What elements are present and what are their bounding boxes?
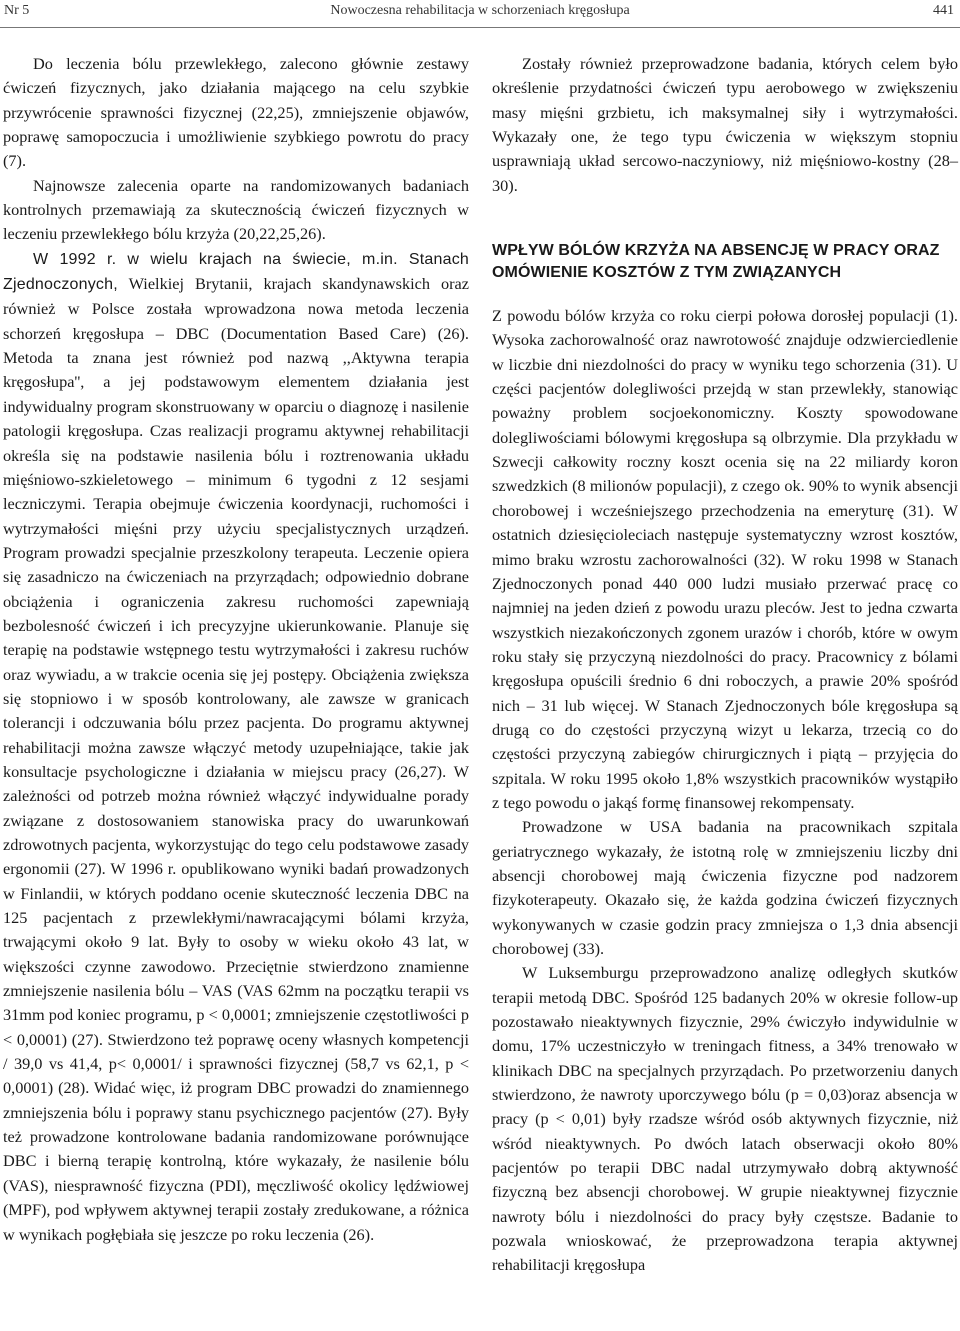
- page-header: [0, 0, 960, 26]
- header-rule: [0, 27, 960, 28]
- paragraph: Do leczenia bólu przewlekłego, zalecono głównie zestawy ćwiczeń fizycznych, jako działania mającego na celu szybkie przywrócenie sprawności fizycznej (22,25), zmniejszenie objawów, poprawę samopoczucia i umożliwienie szybkiego powrotu do pracy (7).: [3, 54, 469, 171]
- paragraph: Najnowsze zalecenia oparte na randomizowanych badaniach kontrolnych przemawiają za skutecznością ćwiczeń fizycznych w leczeniu przewlekłego bólu krzyża (20,22,25,26).: [3, 175, 469, 244]
- left-column: [3, 52, 469, 1247]
- running-title: Nowoczesna rehabilitacja w schorzeniach kręgosłupa: [330, 3, 630, 18]
- paragraph: Prowadzone w USA badania na pracownikach szpitala geriatrycznego wykazały, że istotną rolę w zmniejszeniu liczby dni absencji chorobowej mają ćwiczenia fizyczne pod nadzorem fizykoterapeuty. Okazało się, że każda godzina ćwiczeń fizycznych wykonywanych w czasie godzin pracy zmniejsza o 1,3 dnia absencji chorobowej (33).: [492, 817, 958, 958]
- paragraph: [3, 247, 469, 1247]
- paragraph: W Luksemburgu przeprowadzono analizę odległych skutków terapii metodą DBC. Spośród 125 badanych 20% w okresie follow-up pozostawało nieaktywnych fizycznie, 29% ćwiczyło indywidulnie w domu, 17% uczestniczyło w treningach fitness, a 34% trenowało w klinikach DBC na specjalnych przyrządach. Po przetworzeniu danych stwierdzono, że nawroty uporczywego bólu (p = 0,03)oraz absencja w pracy (p < 0,01) były rzadsze wśród osób aktywnych fizycznie, niż wśród nieaktywnych. Po dwóch latach obserwacji około 80% pacjentów po terapii DBC nadal utrzymywało dobrą aktywność fizyczną bez absencji chorobowej. W grupie nieaktywnej fizycznie nawroty bólu i niezdolności do pracy były częstsze. Badanie to pozwala wnioskować, że przeprowadzona terapia aktywnej rehabilitacji kręgosłupa: [492, 963, 958, 1275]
- section-heading: WPŁYW BÓLÓW KRZYŻA NA ABSENCJĘ W PRACY ORAZ OMÓWIENIE KOSZTÓW Z TYM ZWIĄZANYCH: [492, 242, 940, 282]
- paragraph: Zostały również przeprowadzone badania, których celem było określenie przydatności ćwiczeń typu aerobowego w zwiększeniu masy mięśni grzbietu, ich maksymalnej siły i wytrzymałości. Wykazały one, że tego typu ćwiczenia w większym stopniu usprawniają układ sercowo-naczyniowy, niż mięśniowo-kostny (28–30).: [492, 54, 958, 195]
- right-column: [492, 52, 958, 1278]
- page-number: 441: [933, 3, 954, 18]
- paragraph: Z powodu bólów krzyża co roku cierpi połowa dorosłej populacji (1). Wysoka zachorowalność oraz nawrotowość znajduje odzwierciedlenie w liczbie dni niezdolności do pracy w wyniku tego schorzenia (31). U części pacjentów dolegliwości przejdą w stan przewlekły, stanowiąc poważny problem socjoekonomiczny. Koszty spowodowane dolegliwościami bólowymi kręgosłupa są olbrzymie. Dla przykładu w Szwecji całkowity roczny koszt ocenia się na 22 miliardy koron szwedzkich (8 milionów populacji), z czego ok. 90% to wynik absencji chorobowej i wcześniejszego przechodzenia na emeryturę (31). W ostatnich dziesięcioleciach następuje systematyczny wzrost kosztów, mimo braku wzrostu zachorowalności (32). W roku 1998 w Stanach Zjednoczonych ponad 440 000 ludzi musiało przerwać pracę co najmniej na jeden dzień z powodu urazu pleców. Jest to jedna czwarta wszystkich niezakończonych zgonem urazów i chorób, które w owym roku stały się przyczyną niezdolności do pracy. Pracownicy z bólami kręgosłupa opuścili średnio 6 dni roboczych, a prawie 20% spośród nich – 31 lub więcej. W Stanach Zjednoczonych bóle kręgosłupa są drugą co do częstości przyczyną wizyt u lekarza, trzecią co do częstości przyczyną zabiegów chirurgicznych i piątą – przyjęcia do szpitala. W roku 1995 około 1,8% wszystkich pracowników wystąpiło z tego powodu o jakąś formę finansowej rekompensaty.: [492, 306, 958, 812]
- paragraph-lead: W 1992 r. w wielu krajach na świecie, m.in. Stanach Zjednoczonych,: [3, 250, 469, 294]
- paragraph-body: Wielkiej Brytanii, krajach skandynawskich oraz również w Polsce została wprowadzona nowa metoda leczenia schorzeń kręgosłupa – DBC (Documentation Based Care) (26). Metoda ta znana jest również pod nazwą ,,Aktywna terapia kręgosłupa'', a jej podstawowym elementem działania jest indywidualny program skonstruowany w oparciu o diagnozę i nasilenie patologii kręgosłupa. Czas realizacji programu aktywnej rehabilitacji określa się na podstawie nasilenia bólu i roztrenowania układu mięśniowo-szkieletowego – minimum 6 tygodni z 12 sesjami leczniczymi. Terapia obejmuje ćwiczenia koordynacji, ruchomości i wytrzymałości mięśni przy użyciu specjalistycznych urządzeń. Program prowadzi specjalnie przeszkolony terapeuta. Leczenie opiera się zasadniczo na ćwiczeniach na przyrządach; odpowiednio dobrane obciążenia i ograniczenia zakresu ruchomości zapewniają bezbolesność ćwiczeń i ich precyzyjne ukierunkowanie. Planuje się terapię na podstawie wstępnego testu wytrzymałości i zakresu ruchów oraz wywiadu, a w trakcie ocenia się jej postępy. Obciążenia zwiększa się stopniowo i w sposób kontrolowany, ale zawsze w granicach tolerancji i odczuwania bólu przez pacjenta. Do programu aktywnej rehabilitacji można zawsze włączyć metody uzupełniające, takie jak konsultacje psychologiczne i działania w miejscu pracy (26,27). W zależności od potrzeb można również włączyć indywidualne porady związane z dostosowaniem stanowiska pracy do uwarunkowań zdrowotnych pacjenta, wykorzystując do tego celu podstawowe zasady ergonomii (27). W 1996 r. opublikowano wyniki badań prowadzonych w Finlandii, w których poddano ocenie skuteczność leczenia DBC na 125 pacjentach z przewlekłymi/nawracającymi bólami krzyża, trwającymi około 9 lat. Były to osoby w wieku około 43 lat, w większości czynne zawodowo. Przeciętnie stwierdzono znamienne zmniejszenie nasilenia bólu – VAS (VAS 62mm na początku terapii vs 31mm pod koniec programu, p < 0,0001; zmniejszenie częstotliwości p < 0,0001) (27). Stwierdzono też poprawę oceny własnych kompetencji / 39,0 vs 41,4, p< 0,0001/ i sprawności fizycznej (58,7 vs 62,1, p < 0,0001) (28). Widać więc, iż program DBC prowadzi do znamiennego zmniejszenia bólu i poprawy stanu psychicznego pacjentów (27). Były też prowadzone kontrolowane badania randomizowane porównujące DBC i bierną terapię kontrolną, które wykazały, że nasilenie bólu (VAS), niesprawność fizyczna (PDI), męczliwość okolicy lędźwiowej (MPF), pod wpływem aktywnej terapii zostały zredukowane, a różnica w wynikach pogłębiała się jeszcze po roku leczenia (26).: [3, 274, 469, 1244]
- issue-number: Nr 5: [4, 3, 30, 18]
